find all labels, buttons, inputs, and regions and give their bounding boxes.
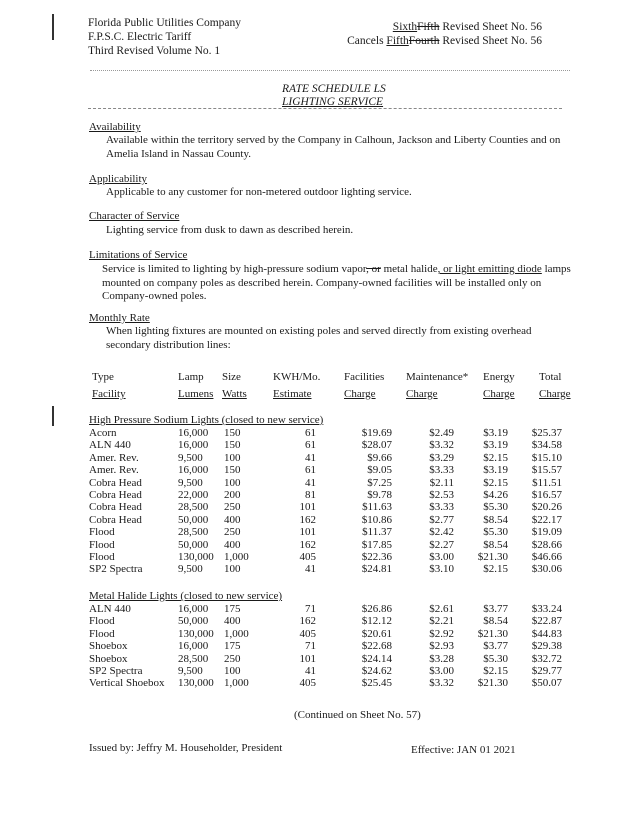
total-charge-cell: $46.66 — [531, 551, 562, 564]
total-charge-cell: $32.72 — [531, 652, 562, 665]
lamp-lumens-cell: 16,000 — [178, 603, 209, 615]
kwh-estimate-cell: 71 — [305, 603, 316, 615]
size-watts-cell: 1,000 — [224, 551, 249, 564]
character-heading: Character of Service — [89, 210, 180, 222]
lamp-lumens-cell: 28,500 — [178, 501, 209, 514]
facility-type-cell: Flood — [89, 551, 115, 564]
table-row — [89, 477, 562, 489]
table-row — [89, 628, 562, 640]
col-facility-label: Facility — [92, 388, 126, 400]
cancels-revision-old: Fourth — [408, 35, 440, 47]
maintenance-charge-cell: $3.32 — [429, 439, 454, 452]
col-total-charge-label: Charge — [539, 388, 571, 400]
limitations-text — [102, 263, 571, 304]
facility-type-cell: Cobra Head — [89, 513, 142, 526]
col-energy-charge-label: Charge — [483, 388, 515, 400]
total-charge-cell: $29.38 — [531, 640, 562, 653]
size-watts-cell: 150 — [224, 464, 241, 477]
facility-type-cell: Vertical Shoebox — [89, 677, 165, 690]
col-kwh-label: KWH/Mo. — [273, 371, 321, 383]
sheet-number — [347, 20, 542, 34]
kwh-estimate-cell: 101 — [299, 526, 316, 539]
margin-bar-middle — [52, 406, 54, 426]
lamp-lumens-cell: 16,000 — [178, 640, 209, 653]
size-watts-cell: 100 — [224, 451, 241, 464]
table-row — [89, 526, 562, 538]
applicability-heading: Applicability — [89, 173, 148, 185]
energy-charge-cell: $21.30 — [477, 677, 508, 690]
lamp-lumens-cell: 9,500 — [178, 451, 203, 464]
total-charge-cell: $34.58 — [531, 439, 562, 452]
lamp-lumens-cell: 16,000 — [178, 427, 209, 439]
energy-charge-cell: $3.19 — [483, 427, 508, 439]
maintenance-charge-cell: $2.27 — [429, 538, 454, 551]
facilities-charge-cell: $22.36 — [361, 551, 392, 564]
total-charge-cell: $50.07 — [531, 677, 562, 690]
title-rule — [88, 108, 562, 109]
monthly-line-1: When lighting fixtures are mounted on existing poles and served directly from existing overhead — [106, 325, 532, 337]
size-watts-cell: 1,000 — [224, 677, 249, 690]
col-total — [539, 371, 571, 401]
col-watts-label: Watts — [222, 388, 247, 400]
lamp-lumens-cell: 28,500 — [178, 652, 209, 665]
maintenance-charge-cell: $2.93 — [429, 640, 454, 653]
facilities-charge-cell: $28.07 — [361, 439, 392, 452]
kwh-estimate-cell: 61 — [305, 439, 316, 452]
table-row — [89, 665, 562, 677]
title-line-1: RATE SCHEDULE LS — [282, 83, 386, 95]
availability-line-2: Amelia Island in Nassau County. — [106, 147, 252, 160]
lamp-lumens-cell: 50,000 — [178, 513, 209, 526]
lamp-lumens-cell: 130,000 — [178, 627, 214, 640]
maintenance-charge-cell: $2.49 — [429, 427, 454, 439]
table-row — [89, 452, 562, 464]
energy-charge-cell: $8.54 — [483, 513, 508, 526]
col-maintenance-label: Maintenance* — [406, 371, 469, 383]
kwh-estimate-cell: 71 — [305, 640, 316, 653]
table-row — [89, 501, 562, 513]
kwh-estimate-cell: 162 — [299, 615, 316, 628]
maintenance-charge-cell: $2.42 — [429, 526, 454, 539]
energy-charge-cell: $2.15 — [483, 451, 508, 464]
facility-type-cell: Acorn — [89, 427, 117, 439]
total-charge-cell: $11.51 — [532, 476, 562, 489]
col-size-label: Size — [222, 371, 241, 383]
maintenance-charge-cell: $3.33 — [429, 501, 454, 514]
col-facilities-charge-label: Charge — [344, 388, 376, 400]
energy-charge-cell: $3.77 — [483, 640, 508, 653]
header-left — [88, 16, 241, 58]
energy-charge-cell: $3.19 — [483, 439, 508, 452]
total-charge-cell: $25.37 — [531, 427, 562, 439]
company-name: Florida Public Utilities Company — [88, 17, 242, 29]
col-kwh — [273, 371, 320, 401]
size-watts-cell: 150 — [224, 427, 241, 439]
maintenance-charge-cell: $2.21 — [429, 615, 454, 628]
energy-charge-cell: $3.19 — [483, 464, 508, 477]
col-facilities — [344, 371, 384, 401]
facilities-charge-cell: $26.86 — [361, 603, 392, 615]
lamp-lumens-cell: 28,500 — [178, 526, 209, 539]
kwh-estimate-cell: 41 — [305, 476, 316, 489]
rate-table-hps — [89, 427, 562, 576]
cancels-revision-new: Fifth — [386, 35, 409, 47]
rate-table-mh — [89, 603, 562, 690]
cancels-suffix: Revised Sheet No. 56 — [442, 35, 542, 47]
total-charge-cell: $15.57 — [531, 464, 562, 477]
availability-line-1: Available within the territory served by the Company in Calhoun, Jackson and Liberty Counties and on — [106, 134, 561, 146]
size-watts-cell: 100 — [224, 476, 241, 489]
limitations-text-part-3: lamps — [541, 263, 571, 275]
size-watts-cell: 400 — [224, 513, 241, 526]
energy-charge-cell: $8.54 — [483, 538, 508, 551]
facility-type-cell: Shoebox — [89, 652, 128, 665]
size-watts-cell: 200 — [224, 489, 241, 502]
total-charge-cell: $15.10 — [531, 451, 562, 464]
facility-type-cell: Amer. Rev. — [89, 451, 139, 464]
kwh-estimate-cell: 162 — [299, 513, 316, 526]
facilities-charge-cell: $25.45 — [361, 677, 392, 690]
kwh-estimate-cell: 81 — [305, 489, 316, 502]
table-row — [89, 653, 562, 665]
col-type-label: Type — [92, 371, 114, 383]
table-row — [89, 677, 562, 689]
table-row — [89, 539, 562, 551]
continued-note: (Continued on Sheet No. 57) — [294, 709, 421, 721]
facility-type-cell: SP2 Spectra — [89, 665, 143, 678]
limitations-line-2: mounted on company poles as described herein. Company-owned facilities will be installed only on — [102, 276, 542, 289]
limitations-line-3: Company-owned poles. — [102, 290, 207, 302]
kwh-estimate-cell: 61 — [305, 427, 316, 439]
size-watts-cell: 100 — [224, 563, 241, 576]
kwh-estimate-cell: 405 — [299, 551, 316, 564]
lamp-lumens-cell: 50,000 — [178, 615, 209, 628]
character-text: Lighting service from dusk to dawn as described herein. — [106, 224, 354, 236]
size-watts-cell: 250 — [224, 501, 241, 514]
size-watts-cell: 400 — [224, 538, 241, 551]
issued-by: Issued by: Jeffry M. Householder, President — [89, 742, 283, 754]
table-row — [89, 551, 562, 563]
col-lumens-label: Lumens — [178, 388, 214, 400]
facility-type-cell: SP2 Spectra — [89, 563, 143, 576]
maintenance-charge-cell: $3.28 — [429, 652, 454, 665]
facility-type-cell: ALN 440 — [89, 439, 131, 452]
table-row — [89, 563, 562, 575]
facility-type-cell: Amer. Rev. — [89, 464, 139, 477]
kwh-estimate-cell: 41 — [305, 451, 316, 464]
total-charge-cell: $33.24 — [531, 603, 562, 615]
facility-type-cell: Cobra Head — [89, 501, 142, 514]
sheet-revision-new: Sixth — [392, 21, 418, 33]
facilities-charge-cell: $20.61 — [361, 627, 392, 640]
total-charge-cell: $16.57 — [531, 489, 562, 502]
group-heading-hps: High Pressure Sodium Lights (closed to new service) — [89, 414, 324, 426]
size-watts-cell: 1,000 — [224, 627, 249, 640]
lamp-lumens-cell: 9,500 — [178, 563, 203, 576]
monthly-line-2: secondary distribution lines: — [106, 338, 231, 351]
facilities-charge-cell: $12.12 — [361, 615, 392, 628]
facilities-charge-cell: $9.78 — [367, 489, 392, 502]
kwh-estimate-cell: 405 — [299, 677, 316, 690]
table-row — [89, 489, 562, 501]
total-charge-cell: $44.83 — [531, 627, 562, 640]
limitations-heading: Limitations of Service — [89, 249, 188, 261]
size-watts-cell: 400 — [224, 615, 241, 628]
cancels-line — [347, 34, 542, 48]
facility-type-cell: ALN 440 — [89, 603, 131, 615]
col-energy — [483, 371, 515, 401]
facility-type-cell: Cobra Head — [89, 489, 142, 502]
facilities-charge-cell: $22.68 — [361, 640, 392, 653]
group-heading-mh: Metal Halide Lights (closed to new service) — [89, 590, 283, 602]
total-charge-cell: $29.77 — [531, 665, 562, 678]
facility-type-cell: Shoebox — [89, 640, 128, 653]
size-watts-cell: 250 — [224, 526, 241, 539]
facility-type-cell: Flood — [89, 526, 115, 539]
lamp-lumens-cell: 130,000 — [178, 551, 214, 564]
energy-charge-cell: $21.30 — [477, 627, 508, 640]
energy-charge-cell: $5.30 — [483, 652, 508, 665]
limitations-line-1 — [102, 263, 571, 277]
cancels-label: Cancels — [347, 35, 384, 47]
table-row — [89, 603, 562, 615]
limitations-inserted-text: , or light emitting diode — [437, 263, 542, 275]
kwh-estimate-cell: 101 — [299, 652, 316, 665]
energy-charge-cell: $2.15 — [483, 665, 508, 678]
total-charge-cell: $28.66 — [531, 538, 562, 551]
maintenance-charge-cell: $2.61 — [429, 603, 454, 615]
facilities-charge-cell: $17.85 — [361, 538, 392, 551]
lamp-lumens-cell: 130,000 — [178, 677, 214, 690]
col-maintenance — [406, 371, 468, 401]
energy-charge-cell: $2.15 — [483, 563, 508, 576]
col-energy-label: Energy — [483, 371, 515, 383]
energy-charge-cell: $3.77 — [483, 603, 508, 615]
effective-date: Effective: JAN 01 2021 — [411, 744, 516, 756]
energy-charge-cell: $2.15 — [483, 476, 508, 489]
col-total-label: Total — [539, 371, 562, 383]
kwh-estimate-cell: 405 — [299, 627, 316, 640]
facilities-charge-cell: $10.86 — [361, 513, 392, 526]
schedule-title — [282, 83, 386, 109]
facility-type-cell: Flood — [89, 627, 115, 640]
energy-charge-cell: $8.54 — [483, 615, 508, 628]
table-row — [89, 427, 562, 439]
size-watts-cell: 250 — [224, 652, 241, 665]
lamp-lumens-cell: 22,000 — [178, 489, 209, 502]
sheet-revision-old: Fifth — [417, 21, 440, 33]
header-right — [347, 20, 542, 48]
facilities-charge-cell: $9.05 — [367, 464, 392, 477]
energy-charge-cell: $5.30 — [483, 526, 508, 539]
monthly-text — [106, 325, 532, 352]
tariff-volume: Third Revised Volume No. 1 — [88, 45, 221, 57]
maintenance-charge-cell: $3.00 — [429, 665, 454, 678]
maintenance-charge-cell: $3.29 — [429, 451, 454, 464]
lamp-lumens-cell: 16,000 — [178, 439, 209, 452]
table-row — [89, 615, 562, 627]
lamp-lumens-cell: 9,500 — [178, 665, 203, 678]
maintenance-charge-cell: $3.10 — [429, 563, 454, 576]
tariff-name: F.P.S.C. Electric Tariff — [88, 31, 192, 43]
maintenance-charge-cell: $3.33 — [429, 464, 454, 477]
col-facilities-label: Facilities — [344, 371, 385, 383]
col-lamp-label: Lamp — [178, 371, 204, 383]
size-watts-cell: 150 — [224, 439, 241, 452]
facilities-charge-cell: $24.81 — [361, 563, 392, 576]
total-charge-cell: $22.17 — [531, 513, 562, 526]
total-charge-cell: $30.06 — [531, 563, 562, 576]
limitations-text-part-2: metal halide — [380, 263, 438, 275]
table-row — [89, 464, 562, 476]
table-row — [89, 439, 562, 451]
maintenance-charge-cell: $2.77 — [429, 513, 454, 526]
limitations-text-part-1: Service is limited to lighting by high-pressure sodium vapor — [102, 263, 367, 275]
facilities-charge-cell: $11.63 — [362, 501, 392, 514]
col-lamp — [178, 371, 213, 401]
facility-type-cell: Flood — [89, 615, 115, 628]
facilities-charge-cell: $9.66 — [367, 451, 392, 464]
kwh-estimate-cell: 101 — [299, 501, 316, 514]
total-charge-cell: $20.26 — [531, 501, 562, 514]
energy-charge-cell: $21.30 — [477, 551, 508, 564]
maintenance-charge-cell: $3.00 — [429, 551, 454, 564]
total-charge-cell: $19.09 — [531, 526, 562, 539]
lamp-lumens-cell: 16,000 — [178, 464, 209, 477]
kwh-estimate-cell: 162 — [299, 538, 316, 551]
availability-heading: Availability — [89, 121, 141, 133]
sheet-suffix: Revised Sheet No. 56 — [442, 21, 542, 33]
size-watts-cell: 175 — [224, 640, 241, 653]
col-type — [92, 371, 126, 401]
size-watts-cell: 100 — [224, 665, 241, 678]
margin-bar-top — [52, 14, 54, 40]
facilities-charge-cell: $11.37 — [362, 526, 392, 539]
kwh-estimate-cell: 61 — [305, 464, 316, 477]
facilities-charge-cell: $7.25 — [367, 476, 392, 489]
maintenance-charge-cell: $2.53 — [429, 489, 454, 502]
col-size — [222, 371, 247, 401]
table-row — [89, 640, 562, 652]
energy-charge-cell: $4.26 — [483, 489, 508, 502]
facilities-charge-cell: $24.62 — [361, 665, 392, 678]
limitations-deleted-text: , or — [366, 263, 381, 275]
lamp-lumens-cell: 50,000 — [178, 538, 209, 551]
lamp-lumens-cell: 9,500 — [178, 476, 203, 489]
total-charge-cell: $22.87 — [531, 615, 562, 628]
kwh-estimate-cell: 41 — [305, 563, 316, 576]
applicability-text: Applicable to any customer for non-metered outdoor lighting service. — [106, 186, 412, 198]
col-estimate-label: Estimate — [273, 388, 312, 400]
header-rule — [90, 70, 570, 71]
energy-charge-cell: $5.30 — [483, 501, 508, 514]
maintenance-charge-cell: $2.11 — [429, 476, 454, 489]
facility-type-cell: Flood — [89, 538, 115, 551]
table-row — [89, 514, 562, 526]
size-watts-cell: 175 — [224, 603, 241, 615]
facility-type-cell: Cobra Head — [89, 476, 142, 489]
monthly-heading: Monthly Rate — [89, 312, 150, 324]
title-line-2: LIGHTING SERVICE — [282, 96, 384, 108]
maintenance-charge-cell: $3.32 — [429, 677, 454, 690]
availability-text — [106, 134, 560, 161]
maintenance-charge-cell: $2.92 — [429, 627, 454, 640]
facilities-charge-cell: $24.14 — [361, 652, 392, 665]
facilities-charge-cell: $19.69 — [361, 427, 392, 439]
kwh-estimate-cell: 41 — [305, 665, 316, 678]
col-maintenance-charge-label: Charge — [406, 388, 438, 400]
